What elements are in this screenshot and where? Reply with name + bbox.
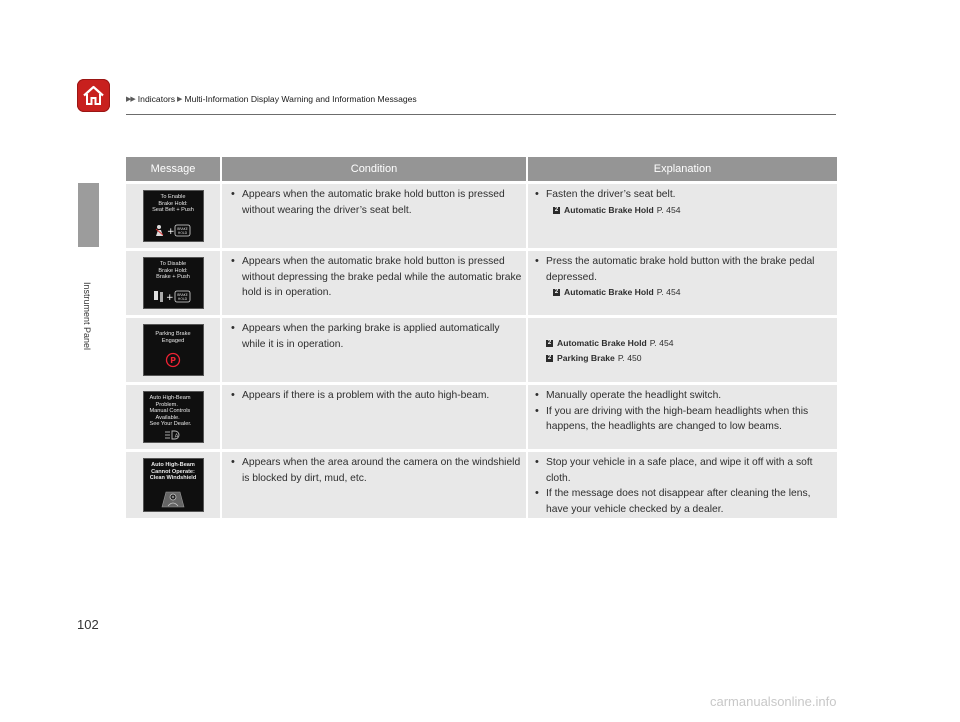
- svg-text:+: +: [166, 293, 174, 303]
- camera-windshield-icon: [144, 489, 203, 509]
- reference-arrow-icon: 2: [547, 355, 552, 361]
- reference-arrow-icon: 2: [547, 340, 552, 346]
- section-label: Instrument Panel: [82, 282, 92, 351]
- screen-text-line: Manual Controls: [149, 408, 191, 415]
- seatbelt-plus-brake-hold-icon: [144, 224, 203, 237]
- section-tab-marker: [78, 183, 99, 247]
- page-number: 102: [77, 617, 99, 632]
- svg-text:A: A: [174, 433, 179, 440]
- auto-high-beam-icon: [144, 430, 203, 440]
- reference-page: P. 454: [656, 287, 681, 297]
- bullet-icon: •: [535, 487, 539, 499]
- message-cell: [126, 385, 222, 449]
- condition-cell: [222, 452, 528, 518]
- display-screen-image: [143, 257, 204, 309]
- condition-text: Appears when the area around the camera on the windshield is blocked by dirt, mud, etc.: [242, 457, 521, 484]
- screen-text-line: See Your Dealer.: [149, 421, 192, 428]
- bullet-icon: •: [535, 255, 539, 267]
- reference-arrow-icon: 2: [554, 206, 559, 213]
- reference-title: Automatic Brake Hold: [564, 287, 654, 297]
- condition-text: Appears if there is a problem with the auto high-beam.: [242, 390, 490, 401]
- svg-text:BRAKE: BRAKE: [177, 293, 188, 297]
- reference-page: P. 450: [617, 353, 642, 363]
- screen-text-line: To Disable: [159, 261, 187, 267]
- screen-text-line: Auto High-Beam: [151, 462, 195, 468]
- reference-title: Automatic Brake Hold: [557, 338, 647, 348]
- watermark: carmanualsonline.info: [710, 694, 837, 709]
- home-button[interactable]: [77, 79, 110, 112]
- screen-text-line: Brake Hold:: [158, 200, 188, 207]
- screen-text-line: Engaged: [161, 337, 185, 344]
- table-row: [126, 318, 837, 382]
- cross-reference-link[interactable]: [546, 336, 833, 351]
- brake-pedal-plus-brake-hold-icon: [144, 289, 203, 303]
- bullet-icon: •: [231, 456, 235, 468]
- parking-brake-icon: [144, 352, 203, 368]
- cross-reference-link[interactable]: [546, 351, 833, 366]
- condition-cell: [222, 184, 528, 248]
- messages-table: [126, 157, 837, 521]
- reference-title: Parking Brake: [557, 353, 615, 363]
- breadcrumb-item-current[interactable]: Multi-Information Display Warning and Information Messages: [184, 94, 417, 104]
- table-row: [126, 452, 837, 518]
- explanation-cell: [528, 452, 837, 518]
- explanation-cell: [528, 318, 837, 382]
- explanation-cell: [528, 251, 837, 315]
- reference-arrow-icon: 2: [554, 289, 559, 295]
- condition-text: Appears when the automatic brake hold button is pressed without wearing the driver’s seat belt.: [242, 189, 505, 216]
- home-icon: [82, 84, 105, 107]
- display-screen-image: [143, 391, 204, 443]
- table-row: [126, 385, 837, 449]
- header-condition: Condition: [222, 157, 528, 181]
- svg-text:BRAKE: BRAKE: [177, 227, 188, 231]
- breadcrumb-item-indicators[interactable]: Indicators: [137, 94, 176, 104]
- message-cell: [126, 318, 222, 382]
- reference-title: Automatic Brake Hold: [564, 204, 654, 215]
- bullet-icon: •: [535, 188, 539, 200]
- screen-text-line: Auto High-Beam: [149, 395, 191, 401]
- screen-text-line: Brake Hold:: [158, 267, 188, 274]
- message-cell: [126, 184, 222, 248]
- bullet-icon: •: [231, 389, 235, 401]
- screen-text-line: To Enable: [160, 194, 186, 200]
- display-screen-image: [143, 458, 204, 512]
- breadcrumb-separator-icon: ▶: [177, 96, 183, 103]
- condition-cell: [222, 251, 528, 315]
- message-cell: [126, 452, 222, 518]
- header-explanation: Explanation: [653, 163, 712, 175]
- display-screen-image: [143, 190, 204, 242]
- explanation-text: If the message does not disappear after cleaning the lens, have your vehicle checked by a dealer.: [546, 488, 811, 515]
- table-row: [126, 251, 837, 315]
- bullet-icon: •: [535, 404, 539, 417]
- bullet-icon: •: [535, 456, 539, 468]
- breadcrumb-arrows-icon: ▶▶: [126, 96, 135, 103]
- explanation-text: Manually operate the headlight switch.: [546, 390, 722, 401]
- table-row: [126, 184, 837, 248]
- explanation-cell: [528, 385, 837, 449]
- screen-text-line: Problem.: [155, 401, 178, 408]
- condition-text: Appears when the parking brake is applied automatically while it is in operation.: [242, 323, 500, 350]
- explanation-text: Press the automatic brake hold button with the brake pedal depressed.: [546, 256, 815, 283]
- cross-reference-link[interactable]: [553, 285, 833, 300]
- condition-cell: [222, 318, 528, 382]
- bullet-icon: •: [231, 255, 235, 267]
- header-divider: [126, 114, 836, 115]
- screen-text-line: Parking Brake: [155, 331, 191, 337]
- condition-text: Appears when the automatic brake hold button is pressed without depressing the brake pedal while the automatic brake hold is in operation.: [242, 256, 522, 298]
- svg-text:+: +: [167, 227, 175, 237]
- display-screen-image: [143, 324, 204, 376]
- svg-text:HOLD: HOLD: [177, 231, 188, 235]
- screen-text-line: Seat Belt + Push: [152, 207, 194, 214]
- explanation-text: Stop your vehicle in a safe place, and wipe it off with a soft cloth.: [546, 457, 813, 484]
- svg-text:HOLD: HOLD: [177, 297, 188, 301]
- breadcrumb: [126, 94, 417, 104]
- bullet-icon: •: [231, 322, 235, 334]
- screen-text-line: Cannot Operate:: [151, 468, 195, 475]
- condition-cell: [222, 385, 528, 449]
- header-message: Message: [126, 157, 222, 181]
- reference-page: P. 454: [656, 204, 681, 215]
- explanation-text: Fasten the driver’s seat belt.: [546, 189, 676, 200]
- message-cell: [126, 251, 222, 315]
- table-header-row: [126, 157, 837, 181]
- screen-text-line: Available.: [155, 414, 180, 421]
- explanation-cell: [528, 184, 837, 248]
- reference-page: P. 454: [649, 338, 674, 348]
- screen-text-line: Clean Windshield: [149, 475, 197, 482]
- screen-text-line: Brake + Push: [156, 274, 190, 281]
- explanation-text: If you are driving with the high-beam headlights when this happens, the headlights are changed to low beams.: [546, 405, 809, 432]
- bullet-icon: •: [231, 188, 235, 200]
- svg-text:P: P: [170, 356, 176, 365]
- cross-reference-link[interactable]: [553, 203, 833, 218]
- bullet-icon: •: [535, 389, 539, 401]
